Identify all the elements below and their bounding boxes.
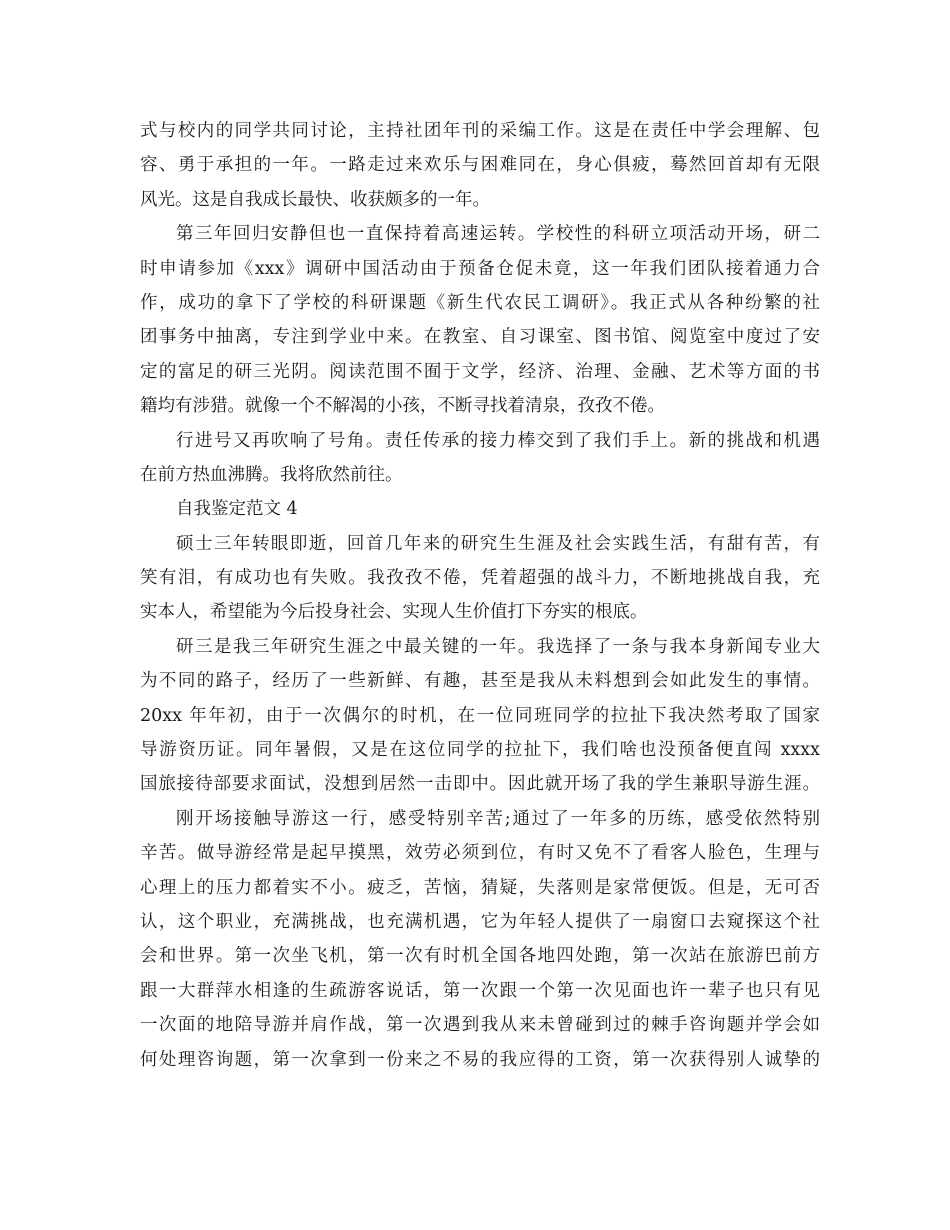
text-line: 一次面的地陪导游并肩作战，第一次遇到我从来未曾碰到过的棘手咨询题并学会如 <box>140 1015 820 1036</box>
text-line: 笑有泪，有成功也有失败。我孜孜不倦，凭着超强的战斗力，不断地挑战自我，充 <box>140 568 820 589</box>
paragraph-start-line: 研三是我三年研究生涯之中最关键的一年。我选择了一条与我本身新闻专业大 <box>176 636 820 657</box>
text-line: 定的富足的研三光阴。阅读范围不囿于文学，经济、治理、金融、艺术等方面的书 <box>140 361 820 382</box>
text-line: 导游资历证。同年暑假，又是在这位同学的拉扯下，我们啥也没预备便直闯 xxxx <box>140 740 820 761</box>
paragraph-start-line: 刚开场接触导游这一行，感受特别辛苦;通过了一年多的历练，感受依然特别 <box>176 808 820 829</box>
text-line: 籍均有涉猎。就像一个不解渴的小孩，不断寻找着清泉，孜孜不倦。 <box>140 396 665 417</box>
text-line: 跟一大群萍水相逢的生疏游客说话，第一次跟一个第一次见面也许一辈子也只有见 <box>140 980 820 1001</box>
text-line: 会和世界。第一次坐飞机，第一次有时机全国各地四处跑，第一次站在旅游巴前方 <box>140 946 820 967</box>
text-line: 何处理咨询题，第一次拿到一份来之不易的我应得的工资，第一次获得别人诚挚的 <box>140 1049 820 1070</box>
text-line: 式与校内的同学共同讨论，主持社团年刊的采编工作。这是在责任中学会理解、包 <box>140 121 820 141</box>
text-line: 心理上的压力都着实不小。疲乏，苦恼，猜疑，失落则是家常便饭。但是，无可否 <box>140 877 820 898</box>
text-line: 实本人，希望能为今后投身社会、实现人生价值打下夯实的根底。 <box>140 602 648 623</box>
text-line: 为不同的路子，经历了一些新鲜、有趣，甚至是我从未料想到会如此发生的事情。 <box>140 671 820 692</box>
section-heading: 自我鉴定范文 4 <box>176 499 298 520</box>
text-line: 在前方热血沸腾。我将欣然前往。 <box>140 464 403 485</box>
text-line: 风光。这是自我成长最快、收获颇多的一年。 <box>140 189 490 210</box>
text-line: 20xx 年年初，由于一次偶尔的时机，在一位同班同学的拉扯下我决然考取了国家 <box>140 705 820 726</box>
text-line: 认，这个职业，充满挑战，也充满机遇，它为年轻人提供了一扇窗口去窥探这个社 <box>140 911 820 932</box>
text-line: 容、勇于承担的一年。一路走过来欢乐与困难同在，身心俱疲，蓦然回首却有无限 <box>140 155 820 176</box>
text-line: 团事务中抽离，专注到学业中来。在教室、自习课室、图书馆、阅览室中度过了安 <box>140 327 820 348</box>
text-line: 作，成功的拿下了学校的科研课题《新生代农民工调研》。我正式从各种纷繁的社 <box>140 292 820 313</box>
paragraph-start-line: 行进号又再吹响了号角。责任传承的接力棒交到了我们手上。新的挑战和机遇 <box>176 430 820 451</box>
paragraph-start-line: 第三年回归安静但也一直保持着高速运转。学校性的科研立项活动开场，研二 <box>176 224 820 245</box>
document-body <box>140 114 820 1077</box>
paragraph-start-line: 硕士三年转眼即逝，回首几年来的研究生生涯及社会实践生活，有甜有苦，有 <box>176 533 820 554</box>
text-line: 辛苦。做导游经常是起早摸黑，效劳必须到位，有时又免不了看客人脸色，生理与 <box>140 843 820 864</box>
text-line: 国旅接待部要求面试，没想到居然一击即中。因此就开场了我的学生兼职导游生涯。 <box>140 774 820 795</box>
text-line: 时申请参加《xxx》调研中国活动由于预备仓促未竟，这一年我们团队接着通力合 <box>140 258 820 279</box>
